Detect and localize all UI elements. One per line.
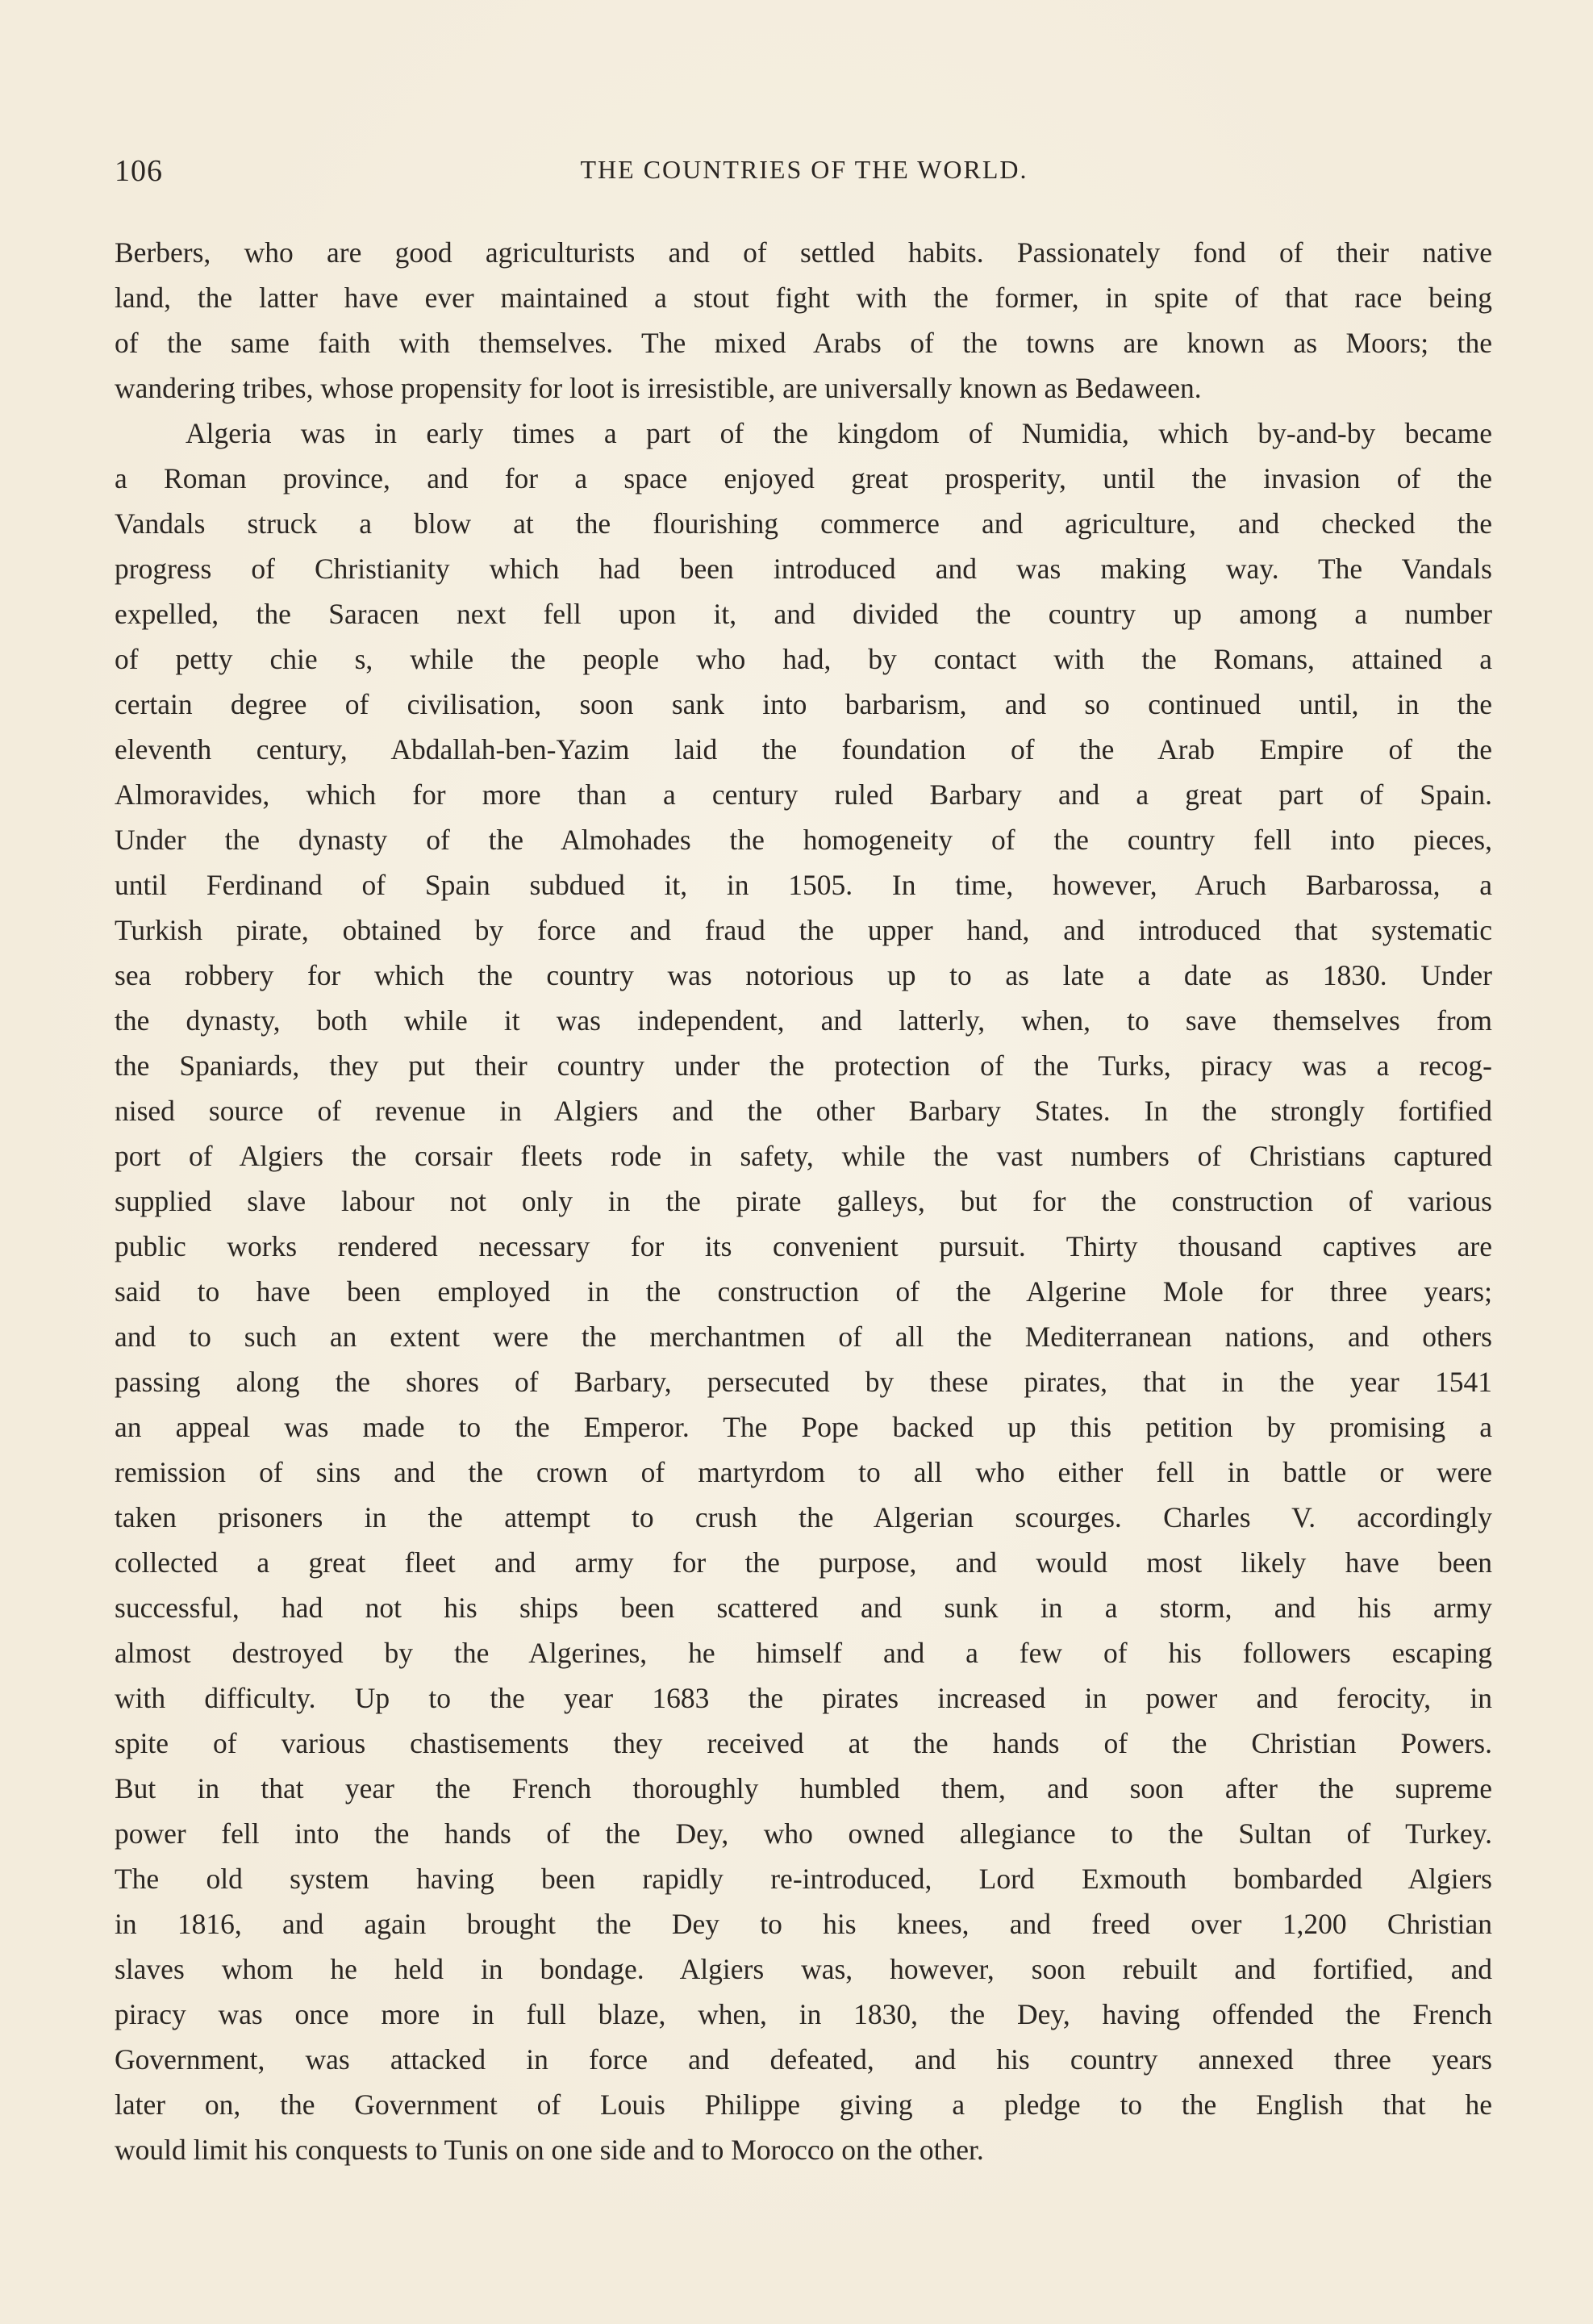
text-line: supplied slave labour not only in the pirate galleys, but for the construction of various bbox=[115, 1185, 1492, 1217]
running-title: THE COUNTRIES OF THE WORLD. bbox=[580, 155, 1028, 184]
page-number: 106 bbox=[115, 154, 163, 188]
text-line: expelled, the Saracen next fell upon it, and divided the country up among a number bbox=[115, 598, 1492, 630]
text-line: But in that year the French thoroughly humbled them, and soon after the supreme bbox=[115, 1772, 1492, 1805]
text-line: Under the dynasty of the Almohades the homogeneity of the country fell into pieces, bbox=[115, 824, 1492, 856]
text-line: public works rendered necessary for its convenient pursuit. Thirty thousand captives are bbox=[115, 1230, 1492, 1262]
text-line: and to such an extent were the merchantmen of all the Mediterranean nations, and others bbox=[115, 1321, 1492, 1353]
text-line: successful, had not his ships been scattered and sunk in a storm, and his army bbox=[115, 1592, 1492, 1624]
text-line: in 1816, and again brought the Dey to his knees, and freed over 1,200 Christian bbox=[115, 1908, 1492, 1940]
text-line: Government, was attacked in force and defeated, and his country annexed three years bbox=[115, 2043, 1492, 2076]
text-line: piracy was once more in full blaze, when, in 1830, the Dey, having offended the French bbox=[115, 1998, 1492, 2030]
text-line: would limit his conquests to Tunis on one side and to Morocco on the other. bbox=[115, 2134, 984, 2166]
text-line: of the same faith with themselves. The mixed Arabs of the towns are known as Moors; the bbox=[115, 327, 1492, 359]
text-line: later on, the Government of Louis Philippe giving a pledge to the English that he bbox=[115, 2088, 1492, 2121]
text-line: Algeria was in early times a part of the kingdom of Numidia, which by-and-by became bbox=[186, 417, 1492, 449]
text-line: Turkish pirate, obtained by force and fraud the upper hand, and introduced that systematic bbox=[115, 914, 1492, 946]
text-line: wandering tribes, whose propensity for loot is irresistible, are universally known as Bedaween. bbox=[115, 372, 1202, 404]
text-line: the dynasty, both while it was independent, and latterly, when, to save themselves from bbox=[115, 1004, 1492, 1037]
text-line: The old system having been rapidly re-introduced, Lord Exmouth bombarded Algiers bbox=[115, 1863, 1492, 1895]
text-line: port of Algiers the corsair fleets rode in safety, while the vast numbers of Christians captured bbox=[115, 1140, 1492, 1172]
text-line: Vandals struck a blow at the flourishing commerce and agriculture, and checked the bbox=[115, 507, 1492, 540]
text-line: Berbers, who are good agriculturists and of settled habits. Passionately fond of their native bbox=[115, 236, 1492, 269]
text-line: an appeal was made to the Emperor. The Pope backed up this petition by promising a bbox=[115, 1411, 1492, 1443]
text-line: taken prisoners in the attempt to crush the Algerian scourges. Charles V. accordingly bbox=[115, 1501, 1492, 1533]
text-line: of petty chie s, while the people who had, by contact with the Romans, attained a bbox=[115, 643, 1492, 675]
text-line: sea robbery for which the country was notorious up to as late a date as 1830. Under bbox=[115, 959, 1492, 991]
text-line: the Spaniards, they put their country under the protection of the Turks, piracy was a recog- bbox=[115, 1049, 1492, 1082]
text-line: progress of Christianity which had been introduced and was making way. The Vandals bbox=[115, 553, 1492, 585]
text-line: spite of various chastisements they received at the hands of the Christian Powers. bbox=[115, 1727, 1492, 1759]
text-line: land, the latter have ever maintained a stout fight with the former, in spite of that race being bbox=[115, 282, 1492, 314]
text-line: passing along the shores of Barbary, persecuted by these pirates, that in the year 1541 bbox=[115, 1366, 1492, 1398]
text-line: with difficulty. Up to the year 1683 the pirates increased in power and ferocity, in bbox=[115, 1682, 1492, 1714]
page-header bbox=[115, 153, 1494, 194]
text-line: said to have been employed in the construction of the Algerine Mole for three years; bbox=[115, 1275, 1492, 1308]
text-line: nised source of revenue in Algiers and the other Barbary States. In the strongly fortified bbox=[115, 1095, 1492, 1127]
text-line: certain degree of civilisation, soon sank into barbarism, and so continued until, in the bbox=[115, 688, 1492, 720]
text-line: almost destroyed by the Algerines, he himself and a few of his followers escaping bbox=[115, 1637, 1492, 1669]
text-line: collected a great fleet and army for the purpose, and would most likely have been bbox=[115, 1546, 1492, 1579]
text-line: power fell into the hands of the Dey, who owned allegiance to the Sultan of Turkey. bbox=[115, 1817, 1492, 1850]
body-text bbox=[115, 230, 1492, 2172]
text-line: until Ferdinand of Spain subdued it, in 1505. In time, however, Aruch Barbarossa, a bbox=[115, 869, 1492, 901]
text-line: eleventh century, Abdallah-ben-Yazim laid the foundation of the Arab Empire of the bbox=[115, 733, 1492, 766]
text-line: a Roman province, and for a space enjoyed great prosperity, until the invasion of the bbox=[115, 462, 1492, 494]
text-line: remission of sins and the crown of martyrdom to all who either fell in battle or were bbox=[115, 1456, 1492, 1488]
text-line: Almoravides, which for more than a century ruled Barbary and a great part of Spain. bbox=[115, 778, 1492, 811]
text-line: slaves whom he held in bondage. Algiers was, however, soon rebuilt and fortified, and bbox=[115, 1953, 1492, 1985]
